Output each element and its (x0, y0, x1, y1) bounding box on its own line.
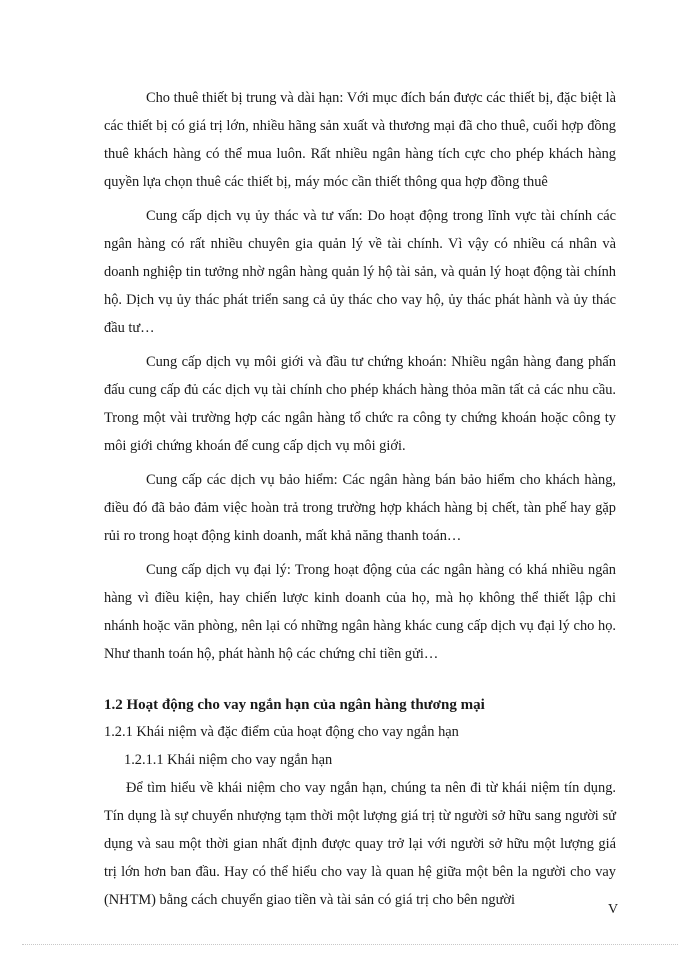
paragraph-equipment-leasing: Cho thuê thiết bị trung và dài hạn: Với mục đích bán được các thiết bị, đặc biệt là các thiết bị có giá trị lớn, nhiều hãng sản xuất và thương mại đã cho thuê, cuối hợp đồng thuê khách hàng có thể mua luôn. Rất nhiều ngân hàng tích cực cho phép khách hàng quyền lựa chọn thuê các thiết bị, máy móc cần thiết thông qua hợp đồng thuê (104, 90, 616, 190)
section-heading: 1.2 Hoạt động cho vay ngắn hạn của ngân hàng thương mại (104, 697, 485, 713)
paragraph-trust-advisory: Cung cấp dịch vụ ủy thác và tư vấn: Do hoạt động trong lĩnh vực tài chính các ngân hàng có rất nhiều chuyên gia quản lý về tài chính. Vì vậy có nhiều cá nhân và doanh nghiệp tin tưởng nhờ ngân hàng quản lý hộ tài sản, và quản lý hoạt động tài chính hộ. Dịch vụ ủy thác phát triển sang cả ủy thác cho vay hộ, ủy thác phát hành và ủy thác đầu tư… (104, 208, 616, 336)
section-gap (104, 674, 616, 692)
paragraph-short-term-lending: Để tìm hiểu về khái niệm cho vay ngắn hạn, chúng ta nên đi từ khái niệm tín dụng. Tín dụng là sự chuyển nhượng tạm thời một lượng giá trị từ người sở hữu sang người sử dụng và sau một thời gian nhất định được quay trở lại với người sở hữu một lượng giá trị lớn hơn ban đầu. Hay có thể hiểu cho vay là quan hệ giữa một bên la người cho vay (NHTM) bằng cách chuyển giao tiền và tài sản có giá trị cho bên người (104, 780, 616, 908)
page-content (104, 84, 616, 914)
subsubsection-heading: 1.2.1.1 Khái niệm cho vay ngắn hạn (124, 752, 333, 768)
paragraph-brokerage: Cung cấp dịch vụ môi giới và đầu tư chứng khoán: Nhiều ngân hàng đang phấn đấu cung cấp đủ các dịch vụ tài chính cho phép khách hàng thỏa mãn tất cả các nhu cầu. Trong một vài trường hợp các ngân hàng tổ chức ra công ty chứng khoán hoặc công ty môi giới chứng khoán để cung cấp dịch vụ môi giới. (104, 354, 616, 454)
page-number: V (608, 902, 619, 917)
footer-divider (22, 944, 678, 945)
subsection-heading: 1.2.1 Khái niệm và đặc điểm của hoạt động cho vay ngắn hạn (104, 724, 459, 740)
paragraph-insurance: Cung cấp các dịch vụ bảo hiểm: Các ngân hàng bán bảo hiểm cho khách hàng, điều đó đã bảo đảm việc hoàn trả trong trường hợp khách hàng bị chết, tàn phế hay gặp rủi ro trong hoạt động kinh doanh, mất khả năng thanh toán… (104, 472, 616, 544)
paragraph-agency: Cung cấp dịch vụ đại lý: Trong hoạt động của các ngân hàng có khá nhiều ngân hàng vì điều kiện, hay chiến lược kinh doanh của họ, mà họ không thể thiết lập chi nhánh hoặc văn phòng, nên lại có những ngân hàng khác cung cấp dịch vụ đại lý cho họ. Như thanh toán hộ, phát hành hộ các chứng chỉ tiền gửi… (104, 562, 616, 662)
